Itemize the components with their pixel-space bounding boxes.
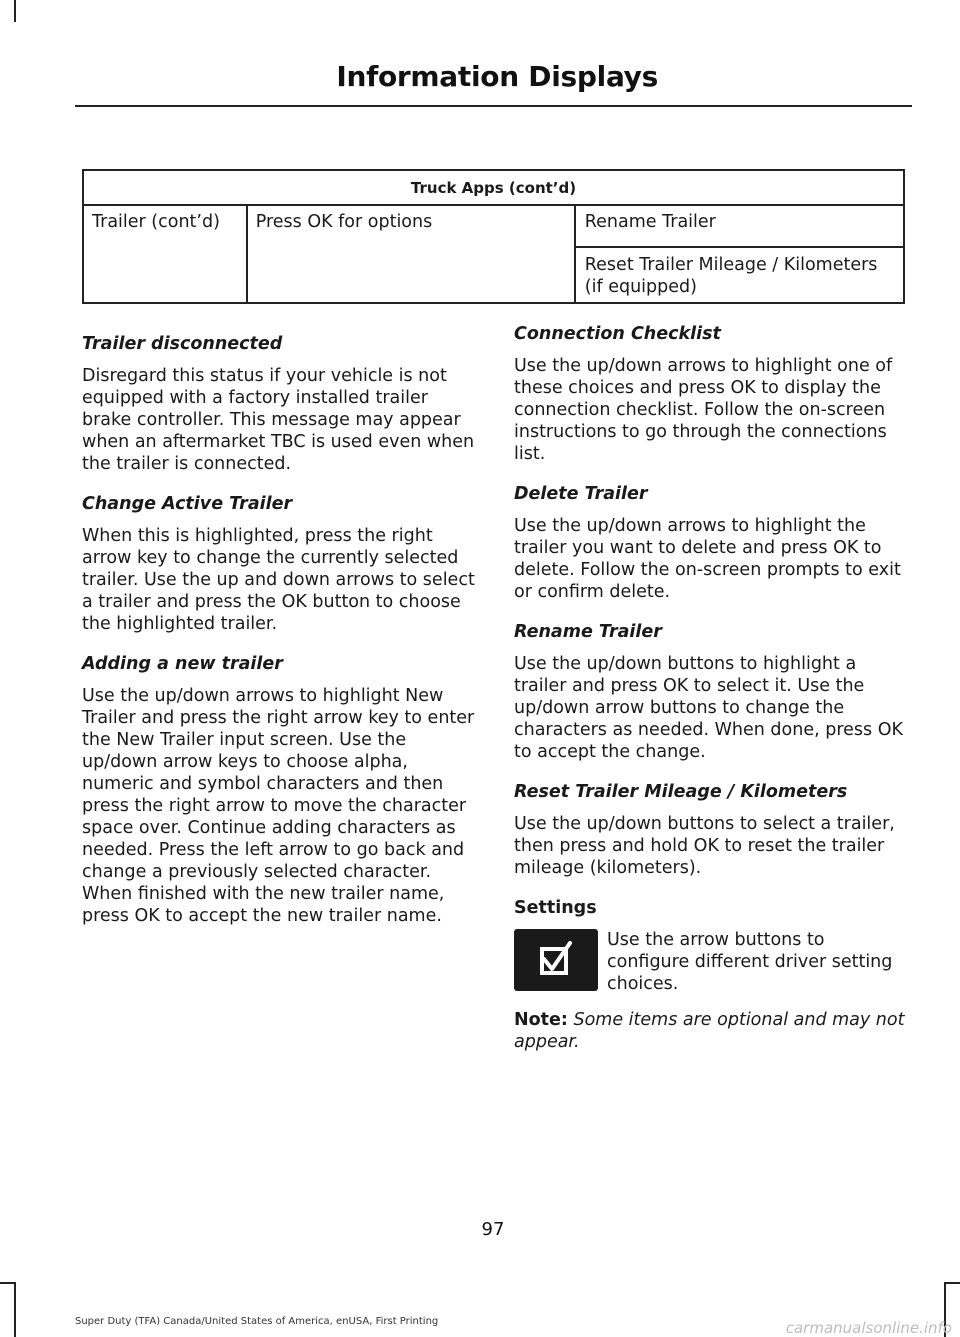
table-cell: Press OK for options [247,205,575,247]
watermark: carmanualsonline.info [785,1319,952,1337]
table-cell [83,247,247,303]
section-heading: Delete Trailer [514,484,648,504]
right-column [514,323,909,1071]
section-body: Use the up/down arrows to highlight the trailer you want to delete and press OK to delete. Follow the on-screen prompts to exit or confirm delete. [514,516,901,602]
section-heading: Rename Trailer [514,622,662,642]
settings-description: Use the arrow buttons to configure different driver setting choices. [607,930,893,994]
note-text: Some items are optional and may not appear. [514,1010,905,1052]
section-body: Use the up/down arrows to highlight one of these choices and press OK to display the connection checklist. Follow the on-screen instructions to go through the connections list. [514,356,893,464]
page-number: 97 [481,1219,505,1240]
table-row [83,247,904,303]
crop-mark-bottom-left [14,1282,16,1337]
crop-mark-top-left [14,0,16,22]
header-rule [75,105,912,107]
table-cell: Trailer (cont’d) [83,205,247,247]
section-body: Use the up/down buttons to highlight a trailer and press OK to select it. Use the up/down arrow buttons to change the characters as needed. When done, press OK to accept the change. [514,654,903,762]
table-row [83,205,904,247]
footer-text: Super Duty (TFA) Canada/United States of America, enUSA, First Printing [75,1316,439,1327]
section-body: Use the up/down buttons to select a trailer, then press and hold OK to reset the trailer mileage (kilometers). [514,814,895,878]
crop-mark-bottom-left-h [0,1282,16,1284]
left-column [82,333,477,945]
section-heading: Reset Trailer Mileage / Kilometers [514,782,848,802]
note-label: Note: [514,1010,568,1030]
table-cell: Reset Trailer Mileage / Kilometers (if equipped) [575,247,904,303]
section-heading: Connection Checklist [514,324,721,344]
settings-heading: Settings [514,898,597,918]
table-cell [247,247,575,303]
settings-row [514,929,909,1001]
truck-apps-table [82,169,905,304]
section-heading: Adding a new trailer [82,654,283,674]
crop-mark-bottom-right-h [944,1282,960,1284]
table-title: Truck Apps (cont’d) [83,170,904,205]
section-body: When this is highlighted, press the right arrow key to change the currently selected trailer. Use the up and down arrows to select a trailer and press the OK button to choose the highlighted trailer. [82,526,475,634]
table-cell: Rename Trailer [575,205,904,247]
section-heading: Change Active Trailer [82,494,293,514]
section-body: Use the up/down arrows to highlight New Trailer and press the right arrow key to enter the New Trailer input screen. Use the up/down arrow keys to choose alpha, numeric and symbol characters and then press the right arrow to move the character space over. Continue adding characters as needed. Press the left arrow to go back and change a previously selected character. When finished with the new trailer name, press OK to accept the new trailer name. [82,686,475,926]
settings-note [514,1009,909,1053]
section-heading: Trailer disconnected [82,334,283,354]
page-title: Information Displays [336,60,658,93]
section-body: Disregard this status if your vehicle is not equipped with a factory installed trailer brake controller. This message may appear when an aftermarket TBC is used even when the trailer is connected. [82,366,475,474]
settings-checkmark-icon [514,929,598,991]
